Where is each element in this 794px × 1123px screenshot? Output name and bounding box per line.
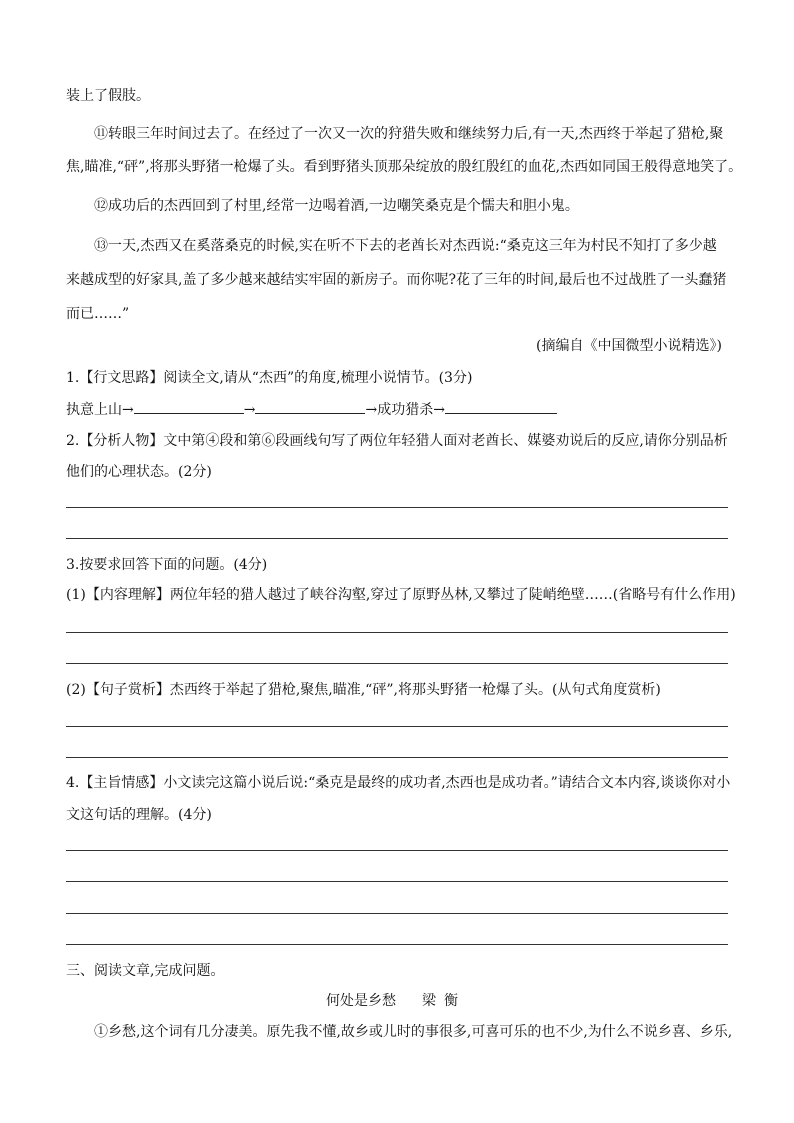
section-3-heading: 三、阅读文章,完成问题。	[66, 963, 225, 979]
article-title-line	[326, 991, 466, 1011]
question-2-cont: 他们的心理状态。(2分)	[66, 464, 212, 480]
article-title: 何处是乡愁	[326, 993, 396, 1009]
passage-paragraph-10-end: 装上了假肢。	[66, 88, 150, 104]
article-author: 梁衡	[422, 993, 466, 1009]
passage-paragraph-11: ⑪转眼三年时间过去了。在经过了一次又一次的狩猎失败和继续努力后,有一天,杰西终于举起了猎枪,聚	[94, 126, 724, 142]
question-4: 4.【主旨情感】小文读完这篇小说后说:“桑克是最终的成功者,杰西也是成功者。”请结合文本内容,谈谈你对小	[66, 775, 731, 791]
answer-line[interactable]	[66, 757, 728, 758]
question-3: 3.按要求回答下面的问题。(4分)	[66, 557, 268, 573]
answer-line[interactable]	[66, 538, 728, 539]
plot-mid: →成功猎杀→	[365, 402, 445, 418]
question-1-plot-chain	[66, 399, 557, 420]
article-paragraph-1: ①乡愁,这个词有几分凄美。原先我不懂,故乡或儿时的事很多,可喜可乐的也不少,为什么不说乡喜、乡乐,	[94, 1024, 733, 1040]
answer-line[interactable]	[66, 850, 728, 851]
answer-blank-3[interactable]	[445, 399, 557, 414]
answer-blank-1[interactable]	[134, 399, 244, 414]
question-1: 1.【行文思路】阅读全文,请从“杰西”的角度,梳理小说情节。(3分)	[66, 370, 473, 386]
question-3-1: (1)【内容理解】两位年轻的猎人越过了峡谷沟壑,穿过了原野丛林,又攀过了陡峭绝壁……(省略号有什么作用)	[66, 587, 736, 603]
question-4-cont: 文这句话的理解。(4分)	[66, 807, 212, 823]
answer-line[interactable]	[66, 663, 728, 664]
question-2: 2.【分析人物】文中第④段和第⑥段画线句写了两位年轻猎人面对老酋长、媒婆劝说后的反应,请你分别品析	[66, 433, 728, 449]
source-note: (摘编自《中国微型小说精选》)	[536, 338, 722, 354]
answer-line[interactable]	[66, 507, 728, 508]
answer-line[interactable]	[66, 726, 728, 727]
answer-line[interactable]	[66, 944, 728, 945]
answer-blank-2[interactable]	[255, 399, 365, 414]
passage-paragraph-13-cont1: 来越成型的好家具,盖了多少越来越结实牢固的新房子。而你呢?花了三年的时间,最后也不过战胜了一头蠢猪	[66, 272, 727, 288]
passage-paragraph-12: ⑫成功后的杰西回到了村里,经常一边喝着酒,一边嘲笑桑克是个懦夫和胆小鬼。	[94, 198, 579, 214]
passage-paragraph-13-cont2: 而已……”	[66, 306, 130, 322]
passage-paragraph-11-cont: 焦,瞄准,“砰”,将那头野猪一枪爆了头。看到野猪头顶那朵绽放的殷红殷红的血花,杰西如同国王般得意地笑了。	[66, 159, 743, 175]
plot-arrow: →	[243, 402, 256, 418]
question-3-2: (2)【句子赏析】杰西终于举起了猎枪,聚焦,瞄准,“砰”,将那头野猪一枪爆了头。(从句式角度赏析)	[66, 682, 661, 698]
answer-line[interactable]	[66, 913, 728, 914]
answer-line[interactable]	[66, 632, 728, 633]
answer-line[interactable]	[66, 881, 728, 882]
passage-paragraph-13: ⑬一天,杰西又在奚落桑克的时候,实在听不下去的老酋长对杰西说:“桑克这三年为村民不知打了多少越	[94, 238, 717, 254]
plot-start: 执意上山→	[66, 402, 134, 418]
